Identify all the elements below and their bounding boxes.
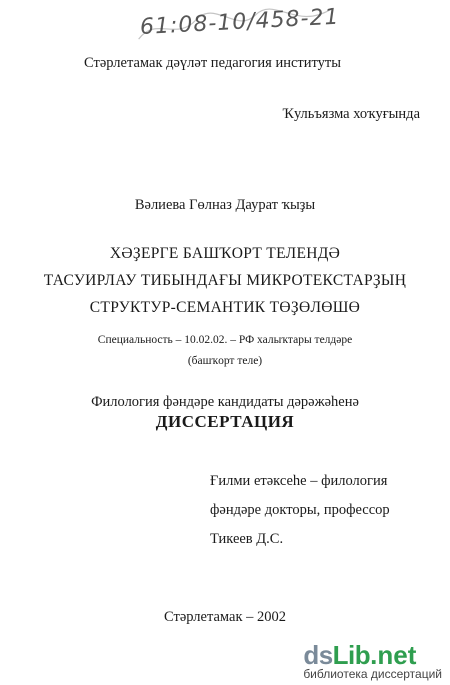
handwritten-registration-stamp	[135, 0, 341, 49]
supervisor-line: Тикеев Д.С.	[210, 531, 284, 547]
supervisor-line: Ғилми етәксеһе – филология	[210, 473, 388, 489]
dissertation-title	[0, 240, 450, 321]
logo-net: .net	[370, 640, 417, 670]
title-line: ХӘҘЕРГЕ БАШҠОРТ ТЕЛЕНДӘ	[109, 245, 341, 262]
supervisor-block	[210, 467, 390, 554]
author-name: Вәлиева Гөлназ Даурат ҡыҙы	[134, 197, 316, 213]
specialty-note: (башҡорт теле)	[187, 355, 263, 367]
manuscript-rights-note: Ҡульъязма хоҡуғында	[282, 106, 420, 122]
work-type-heading: ДИССЕРТАЦИЯ	[155, 412, 295, 431]
institution-name: Стәрлетамак дәүләт педагогия институты	[84, 55, 341, 71]
logo-ds: ds	[303, 640, 333, 670]
dslib-watermark	[303, 640, 442, 681]
watermark-tagline: библиотека диссертаций	[303, 667, 442, 681]
stamp-number: 61:08-10/458-21	[139, 4, 341, 41]
supervisor-line: фәндәре докторы, профессор	[210, 502, 390, 518]
specialty-block	[0, 330, 450, 372]
logo-lib: Lib	[332, 640, 371, 670]
title-line: СТРУКТУР-СЕМАНТИК ТӨҘӨЛӨШӨ	[89, 299, 361, 316]
degree-line: Филология фәндәре кандидаты дәрәжәһенә	[91, 394, 359, 410]
title-line: ТАСУИРЛАУ ТИБЫНДАҒЫ МИКРОТЕКСТАРҘЫҢ	[43, 272, 407, 289]
place-and-year: Стәрлетамак – 2002	[164, 609, 286, 625]
specialty-code: Специальность – 10.02.02. – РФ халыҡтары телдәре	[97, 334, 353, 346]
